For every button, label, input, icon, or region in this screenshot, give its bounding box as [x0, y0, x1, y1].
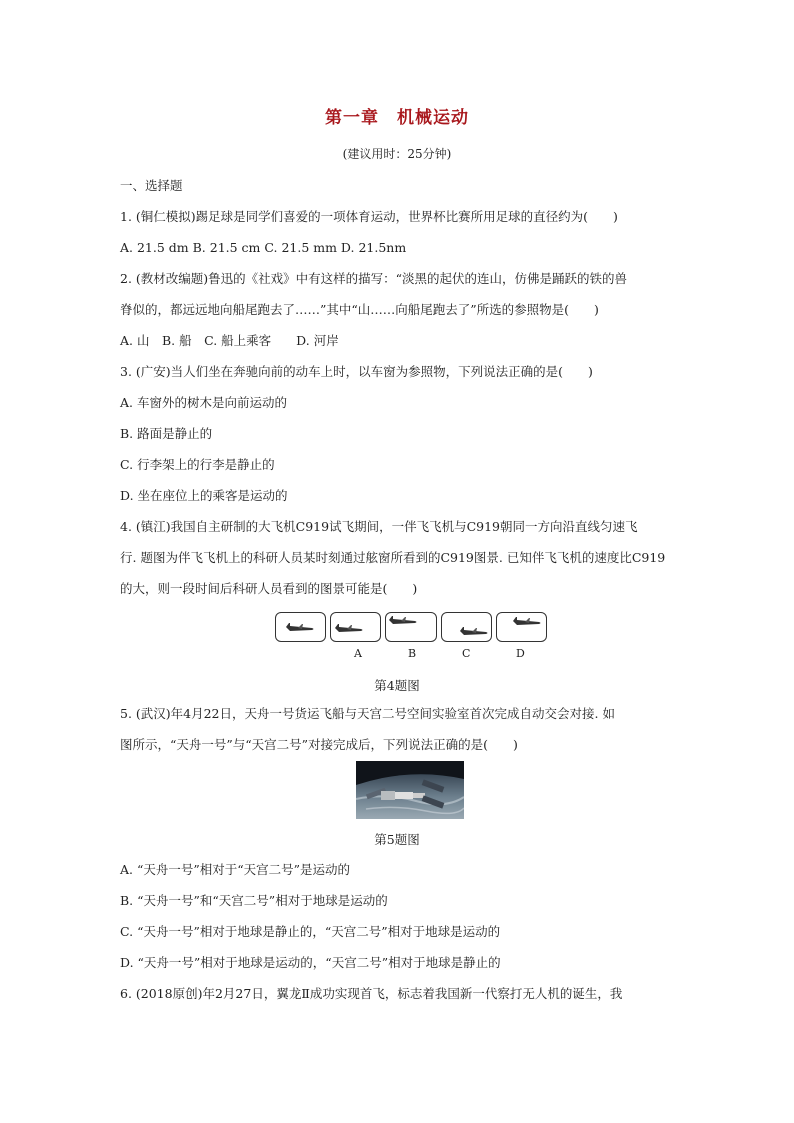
- q4-label-b: B: [408, 647, 417, 660]
- airplane-icon: [497, 613, 547, 641]
- q4-stem-line1: 4. (镇江)我国自主研制的大飞机C919试飞期间，一伴飞飞机与C919朝同一方向沿直线匀速飞: [120, 519, 638, 534]
- suggested-time: (建议用时：25分钟): [342, 147, 452, 161]
- q4-window-option-b: [385, 612, 436, 642]
- q4-option-labels: [275, 647, 547, 661]
- airplane-icon: [386, 613, 436, 641]
- q4-window-figure: [275, 612, 547, 642]
- q4-window-option-a: [330, 612, 381, 642]
- q3-option-b: B. 路面是静止的: [120, 426, 213, 441]
- q4-window-original: [275, 612, 326, 642]
- q3-option-d: D. 坐在座位上的乘客是运动的: [120, 488, 288, 503]
- q1-stem: 1. (铜仁模拟)踢足球是同学们喜爱的一项体育运动，世界杯比赛所用足球的直径约为( ): [120, 209, 618, 224]
- q5-stem-line2: 图所示，“天舟一号”与“天宫二号”对接完成后，下列说法正确的是( ): [120, 737, 518, 752]
- q5-option-b: B. “天舟一号”和“天宫二号”相对于地球是运动的: [120, 893, 388, 908]
- chapter-title: 第一章 机械运动: [325, 108, 469, 128]
- q6-stem-line1: 6. (2018原创)年2月27日，翼龙Ⅱ成功实现首飞，标志着我国新一代察打无人机的诞生，我: [120, 986, 623, 1001]
- q4-window-option-d: [496, 612, 547, 642]
- q3-stem: 3. (广安)当人们坐在奔驰向前的动车上时，以车窗为参照物，下列说法正确的是( ): [120, 364, 593, 379]
- q4-label-a: A: [354, 647, 362, 660]
- q5-stem-line1: 5. (武汉)年4月22日，天舟一号货运飞船与天宫二号空间实验室首次完成自动交会对接. 如: [120, 706, 615, 721]
- airplane-icon: [442, 613, 492, 641]
- q1-options: A. 21.5 dm B. 21.5 cm C. 21.5 mm D. 21.5nm: [120, 240, 407, 255]
- q4-window-option-c: [441, 612, 492, 642]
- q4-stem-line2: 行. 题图为伴飞飞机上的科研人员某时刻通过舷窗所看到的C919图景. 已知伴飞飞机的速度比C919: [120, 550, 666, 565]
- airplane-icon: [331, 613, 381, 641]
- q2-options: A. 山 B. 船 C. 船上乘客 D. 河岸: [120, 333, 339, 348]
- q4-label-c: C: [462, 647, 471, 660]
- airplane-icon: [276, 613, 326, 641]
- q5-option-d: D. “天舟一号”相对于地球是运动的，“天宫二号”相对于地球是静止的: [120, 955, 501, 970]
- section-heading: 一、选择题: [120, 178, 183, 193]
- q2-stem-line1: 2. (教材改编题)鲁迅的《社戏》中有这样的描写：“淡黑的起伏的连山，仿佛是踊跃的铁的兽: [120, 271, 628, 286]
- q5-option-c: C. “天舟一号”相对于地球是静止的，“天宫二号”相对于地球是运动的: [120, 924, 501, 939]
- q5-figure-caption: 第5题图: [374, 832, 420, 847]
- q4-label-d: D: [516, 647, 525, 660]
- q5-option-a: A. “天舟一号”相对于“天宫二号”是运动的: [120, 862, 351, 877]
- space-station-photo: [356, 761, 464, 819]
- q3-option-a: A. 车窗外的树木是向前运动的: [120, 395, 287, 410]
- q3-option-c: C. 行李架上的行李是静止的: [120, 457, 275, 472]
- q4-stem-line3: 的大，则一段时间后科研人员看到的图景可能是( ): [120, 581, 418, 596]
- space-station-image: [356, 761, 464, 819]
- q4-figure-caption: 第4题图: [374, 678, 420, 693]
- q2-stem-line2: 脊似的，都远远地向船尾跑去了……”其中“山……向船尾跑去了”所选的参照物是( ): [120, 302, 599, 317]
